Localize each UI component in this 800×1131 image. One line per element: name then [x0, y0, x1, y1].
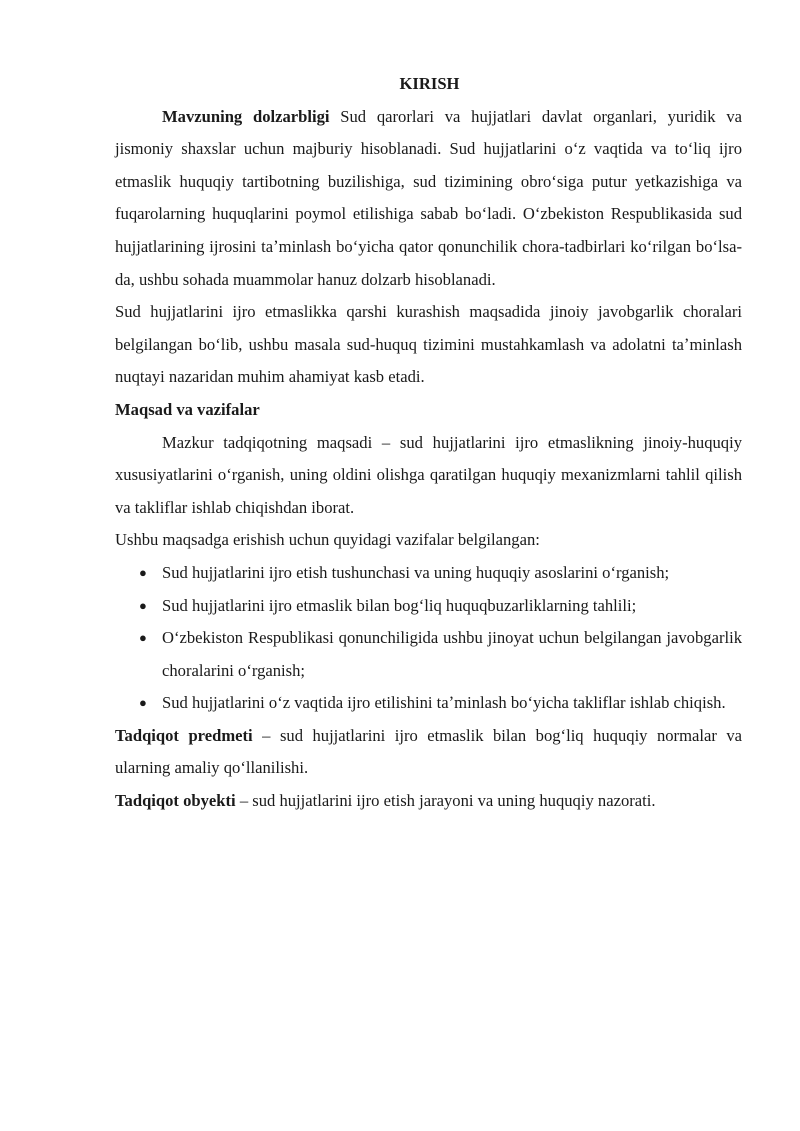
tasks-intro: Ushbu maqsadga erishish uchun quyidagi vazifalar belgilangan:	[115, 530, 540, 550]
relevance-label: Mavzuning dolzarbligi	[162, 106, 330, 126]
page-title: KIRISH	[399, 74, 460, 93]
relevance-text: Sud qarorlari va hujjatlari davlat organlari, yuridik va jismoniy shaxslar uchun majburiy hisoblanadi. Sud hujjatlarini oʻz vaqtida va toʻliq ijro etmaslik huquqiy tartibotning buzilishiga, sud tizimining obroʻsiga putur yetkazishiga va fuqarolarning huquqlarini poymol etilishiga sabab boʻladi. Oʻzbekiston Respublikasida sud hujjatlarining ijrosini taʼminlash boʻyicha qator qonunchilik chora-tadbirlari koʻrilgan boʻlsa-da, ushbu sohada muammolar hanuz dolzarb hisoblanadi.	[115, 106, 742, 289]
task-text: Sud hujjatlarini oʻz vaqtida ijro etilishini taʼminlash boʻyicha takliflar ishlab chiqish.	[162, 693, 726, 713]
task-text: Sud hujjatlarini ijro etish tushunchasi va uning huquqiy asoslarini oʻrganish;	[162, 562, 670, 582]
purpose-paragraph: Mazkur tadqiqotning maqsadi – sud hujjatlarini ijro etmaslikning jinoiy-huquqiy xususiyatlarini oʻrganish, uning oldini olishga qaratilgan huquqiy mexanizmlarni tahlil qilish va takliflar ishlab chiqishdan iborat.	[115, 432, 742, 517]
task-text: Oʻzbekiston Respublikasi qonunchiligida ushbu jinoyat uchun belgilangan javobgarlik choralarini oʻrganish;	[162, 628, 742, 680]
bullet-icon: ●	[139, 564, 147, 580]
tasks-list	[115, 557, 742, 720]
subject-label: Tadqiqot predmeti	[115, 725, 253, 745]
relevance-paragraph-2: Sud hujjatlarini ijro etmaslikka qarshi kurashish maqsadida jinoiy javobgarlik choralari belgilangan boʻlib, ushbu masala sud-huquq tizimini mustahkamlash va adolatni taʼminlash nuqtayi nazaridan muhim ahamiyat kasb etadi.	[115, 302, 742, 387]
list-item	[115, 687, 742, 720]
bullet-icon: ●	[139, 630, 147, 646]
bullet-icon: ●	[139, 695, 147, 711]
object-text: – sud hujjatlarini ijro etish jarayoni va uning huquqiy nazorati.	[235, 791, 656, 811]
goals-heading: Maqsad va vazifalar	[115, 399, 260, 419]
list-item	[115, 622, 742, 687]
list-item	[115, 557, 742, 590]
list-item	[115, 590, 742, 623]
task-text: Sud hujjatlarini ijro etmaslik bilan bogʻliq huquqbuzarliklarning tahlili;	[162, 595, 637, 615]
subject-paragraph	[115, 720, 742, 785]
bullet-icon: ●	[139, 597, 147, 613]
relevance-paragraph	[115, 101, 742, 297]
subject-text: – sud hujjatlarini ijro etmaslik bilan bogʻliq huquqiy normalar va ularning amaliy qoʻllanilishi.	[115, 725, 743, 778]
object-paragraph	[115, 785, 742, 818]
document-page	[115, 68, 742, 818]
object-label: Tadqiqot obyekti	[115, 791, 236, 811]
